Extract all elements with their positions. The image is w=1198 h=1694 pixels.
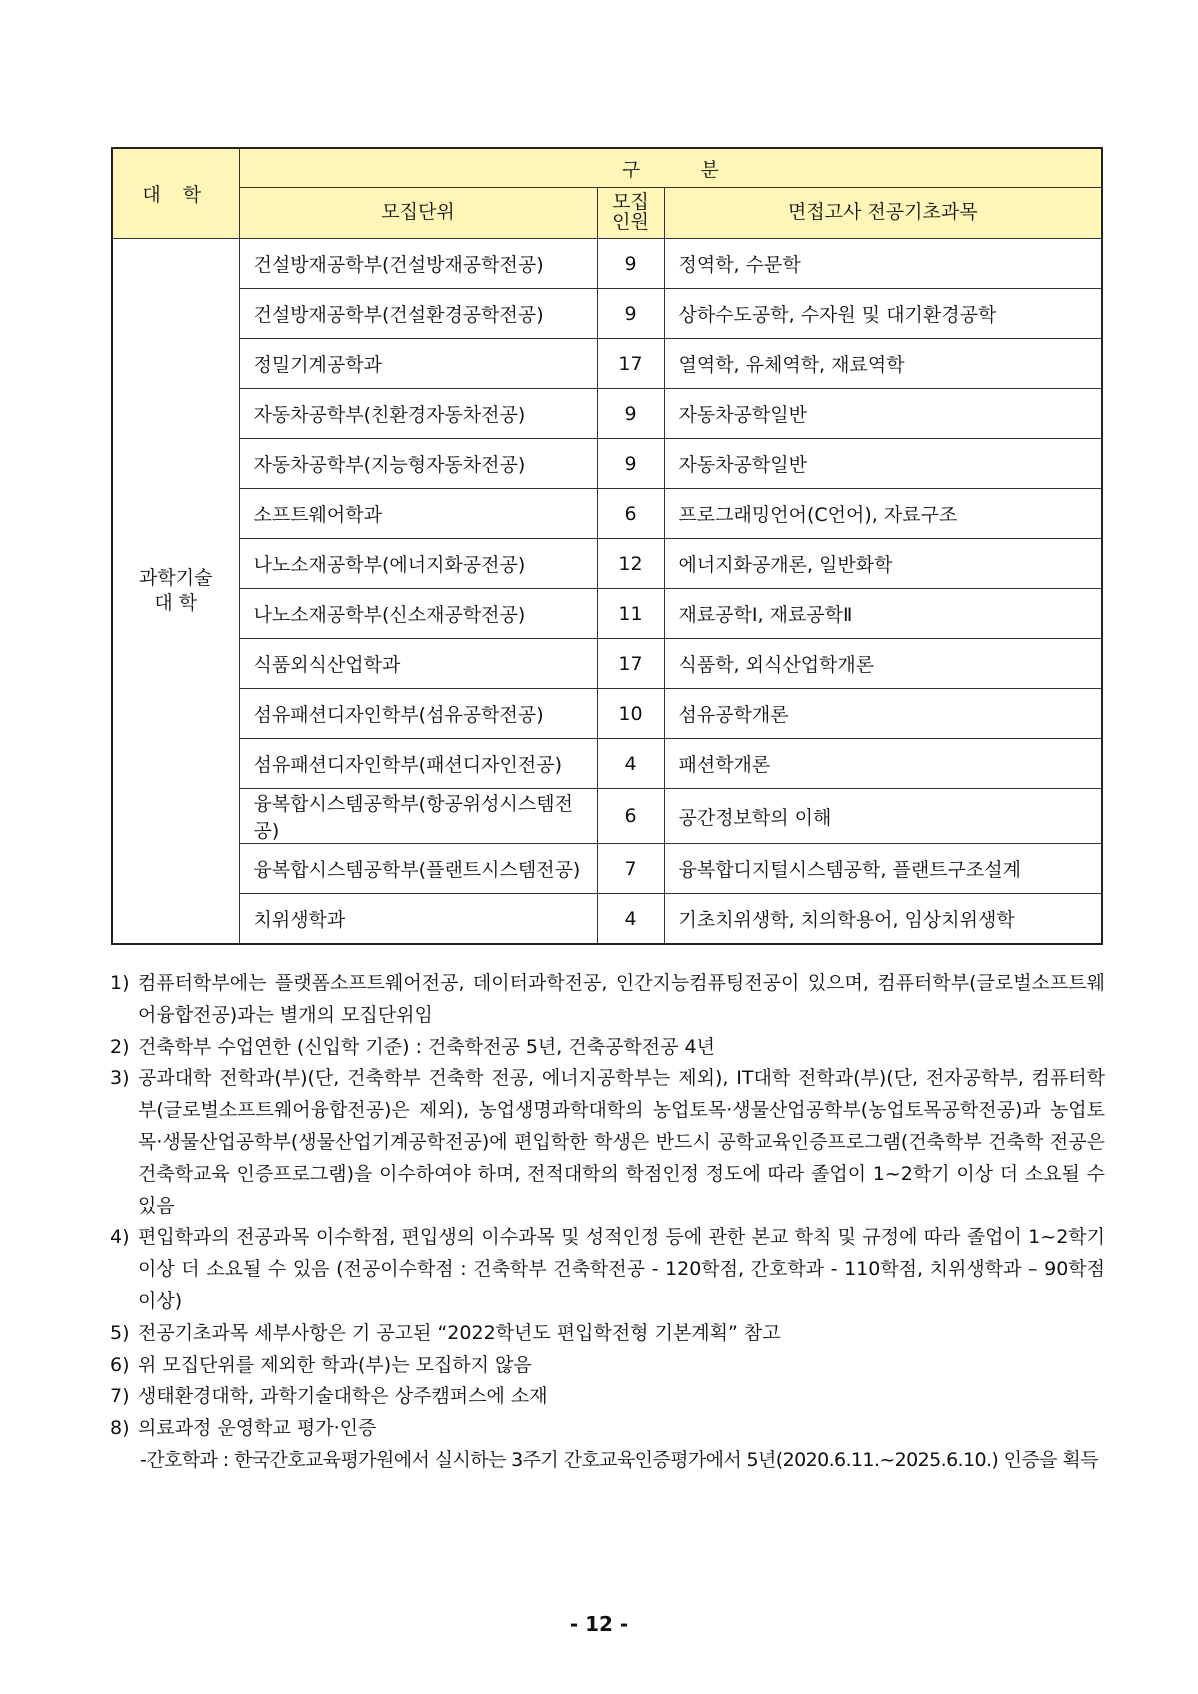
recruit-count: 10 <box>597 689 664 739</box>
interview-subjects: 공간정보학의 이해 <box>664 789 1102 844</box>
interview-subjects: 융복합디지털시스템공학, 플랜트구조설계 <box>664 844 1102 894</box>
note-item <box>110 1063 1105 1222</box>
college-name: 과학기술 대 학 <box>112 239 239 945</box>
recruit-count: 6 <box>597 489 664 539</box>
interview-subjects: 기초치위생학, 치의학용어, 임상치위생학 <box>664 894 1102 945</box>
table-row <box>112 639 1102 689</box>
recruit-unit: 식품외식산업학과 <box>239 639 597 689</box>
table-row <box>112 789 1102 844</box>
table-row <box>112 844 1102 894</box>
table-row <box>112 589 1102 639</box>
interview-subjects: 섬유공학개론 <box>664 689 1102 739</box>
header-subjects: 면접고사 전공기초과목 <box>664 188 1102 239</box>
header-category: 구 분 <box>239 148 1102 188</box>
interview-subjects: 에너지화공개론, 일반화학 <box>664 539 1102 589</box>
table-row <box>112 389 1102 439</box>
note-text: 컴퓨터학부에는 플랫폼소프트웨어전공, 데이터과학전공, 인간지능컴퓨팅전공이 있으며, 컴퓨터학부(글로벌소프트웨어융합전공)과는 별개의 모집단위임 <box>138 972 1105 1026</box>
recruit-unit: 치위생학과 <box>239 894 597 945</box>
recruit-count: 17 <box>597 639 664 689</box>
note-text: 공과대학 전학과(부)(단, 건축학부 건축학 전공, 에너지공학부는 제외), IT대학 전학과(부)(단, 전자공학부, 컴퓨터학부(글로벌소프트웨어융합전공)은 제외), 농업생명과학대학의 농업토목·생물산업공학부(농업토목공학전공)과 농업토목·생물산업공학부(생물산업기계공학전공)에 편입학한 학생은 반드시 공학교육인증프로그램(건축학부 건축학 전공은 건축학교육 인증프로그램)을 이수하여야 하며, 전적대학의 학점인정 정도에 따라 졸업이 1~2학기 이상 더 소요될 수 있음 <box>138 1067 1105 1217</box>
admission-table <box>111 147 1103 945</box>
interview-subjects: 자동차공학일반 <box>664 389 1102 439</box>
recruit-count: 4 <box>597 739 664 789</box>
recruit-unit: 융복합시스템공학부(항공위성시스템전공) <box>239 789 597 844</box>
recruit-count: 17 <box>597 339 664 389</box>
recruit-count: 9 <box>597 439 664 489</box>
note-text: 의료과정 운영학교 평가·인증 <box>138 1417 377 1440</box>
table-row <box>112 239 1102 289</box>
interview-subjects: 패션학개론 <box>664 739 1102 789</box>
note-number: 3) <box>110 1067 130 1090</box>
table-row <box>112 689 1102 739</box>
note-number: 6) <box>110 1353 130 1376</box>
recruit-unit: 건설방재공학부(건설방재공학전공) <box>239 239 597 289</box>
note-item <box>110 968 1105 1032</box>
table-row <box>112 439 1102 489</box>
table-row <box>112 489 1102 539</box>
recruit-unit: 나노소재공학부(에너지화공전공) <box>239 539 597 589</box>
note-item <box>110 1381 1105 1413</box>
note-subitem: -간호학과 : 한국간호교육평가원에서 실시하는 3주기 간호교육인증평가에서 5년(2020.6.11.~2025.6.10.) 인증을 획득 <box>140 1448 1098 1471</box>
recruit-count: 11 <box>597 589 664 639</box>
recruit-unit: 자동차공학부(친환경자동차전공) <box>239 389 597 439</box>
note-text: 위 모집단위를 제외한 학과(부)는 모집하지 않음 <box>138 1353 532 1376</box>
table-row <box>112 894 1102 945</box>
interview-subjects: 상하수도공학, 수자원 및 대기환경공학 <box>664 289 1102 339</box>
recruit-unit: 건설방재공학부(건설환경공학전공) <box>239 289 597 339</box>
note-item <box>110 1413 1105 1445</box>
recruit-unit: 나노소재공학부(신소재공학전공) <box>239 589 597 639</box>
note-number: 7) <box>110 1385 130 1408</box>
note-number: 1) <box>110 972 130 994</box>
interview-subjects: 식품학, 외식산업학개론 <box>664 639 1102 689</box>
page-number: - 12 - <box>569 1612 629 1636</box>
recruit-unit: 융복합시스템공학부(플랜트시스템전공) <box>239 844 597 894</box>
header-count: 모집 인원 <box>597 188 664 239</box>
interview-subjects: 프로그래밍언어(C언어), 자료구조 <box>664 489 1102 539</box>
recruit-count: 7 <box>597 844 664 894</box>
table-row <box>112 289 1102 339</box>
recruit-unit: 섬유패션디자인학부(패션디자인전공) <box>239 739 597 789</box>
note-item <box>110 1222 1105 1317</box>
interview-subjects: 자동차공학일반 <box>664 439 1102 489</box>
recruit-unit: 정밀기계공학과 <box>239 339 597 389</box>
note-number: 8) <box>110 1417 130 1440</box>
recruit-unit: 소프트웨어학과 <box>239 489 597 539</box>
note-text: 생태환경대학, 과학기술대학은 상주캠퍼스에 소재 <box>138 1385 548 1408</box>
note-item <box>110 1350 1105 1382</box>
note-item <box>110 1318 1105 1350</box>
note-number: 5) <box>110 1321 130 1344</box>
notes-section <box>110 968 1105 1477</box>
table-row <box>112 739 1102 789</box>
interview-subjects: 정역학, 수문학 <box>664 239 1102 289</box>
note-text: 건축학부 수업연한 (신입학 기준) : 건축학전공 5년, 건축공학전공 4년 <box>138 1035 715 1058</box>
recruit-count: 4 <box>597 894 664 945</box>
interview-subjects: 열역학, 유체역학, 재료역학 <box>664 339 1102 389</box>
interview-subjects: 재료공학Ⅰ, 재료공학Ⅱ <box>664 589 1102 639</box>
note-item <box>110 1032 1105 1064</box>
table-row <box>112 539 1102 589</box>
note-number: 2) <box>110 1035 130 1058</box>
recruit-count: 9 <box>597 289 664 339</box>
recruit-count: 9 <box>597 389 664 439</box>
recruit-count: 9 <box>597 239 664 289</box>
recruit-unit: 자동차공학부(지능형자동차전공) <box>239 439 597 489</box>
header-college: 대 학 <box>112 148 239 239</box>
table-row <box>112 339 1102 389</box>
note-number: 4) <box>110 1226 130 1249</box>
header-unit: 모집단위 <box>239 188 597 239</box>
recruit-count: 6 <box>597 789 664 844</box>
recruit-count: 12 <box>597 539 664 589</box>
recruit-unit: 섬유패션디자인학부(섬유공학전공) <box>239 689 597 739</box>
note-text: 전공기초과목 세부사항은 기 공고된 “2022학년도 편입학전형 기본계획” 참고 <box>138 1321 781 1344</box>
note-text: 편입학과의 전공과목 이수학점, 편입생의 이수과목 및 성적인정 등에 관한 본교 학칙 및 규정에 따라 졸업이 1~2학기 이상 더 소요될 수 있음 (전공이수학점 : 건축학부 건축학전공 - 120학점, 간호학과 - 110학점, 치위생학과 – 90학점 이상) <box>138 1226 1105 1312</box>
